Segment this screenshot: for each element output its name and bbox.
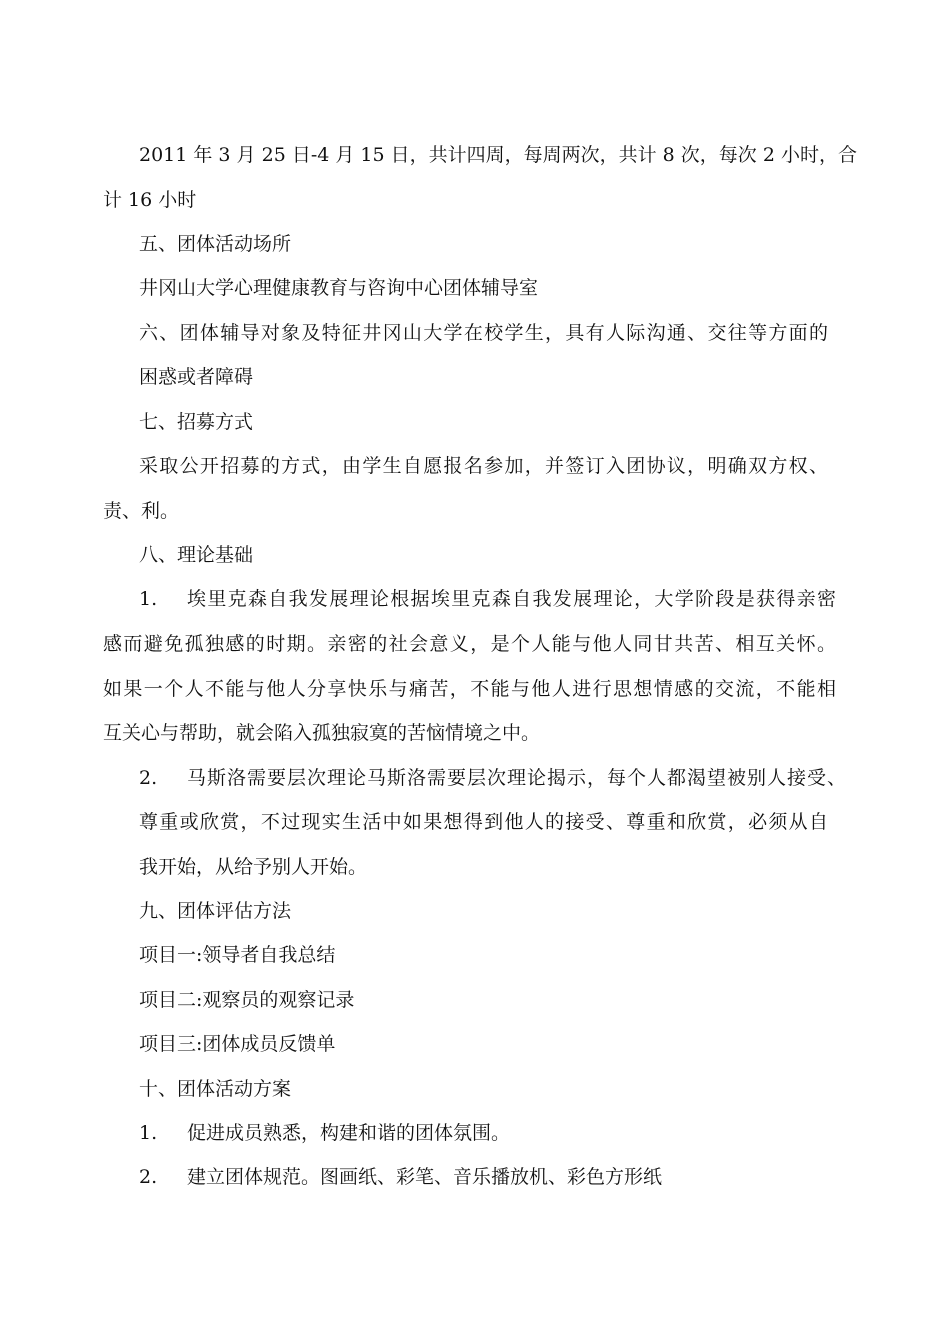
section-8-item-1-line-2: 感而避免孤独感的时期。亲密的社会意义，是个人能与他人同甘共苦、相互关怀。 — [103, 633, 836, 655]
section-9-item-3: 项目三:团体成员反馈单 — [139, 1033, 336, 1055]
section-10-item-2-number: 2. — [139, 1166, 158, 1188]
section-5-body: 井冈山大学心理健康教育与咨询中心团体辅导室 — [139, 277, 539, 299]
section-10-item-2-text: 建立团体规范。图画纸、彩笔、音乐播放机、彩色方形纸 — [187, 1166, 663, 1188]
schedule-line-1: 2011 年 3 月 25 日-4 月 15 日，共计四周，每周两次，共计 8 次，每次 2 小时，合 — [139, 144, 857, 166]
section-8-item-1-line-4: 互关心与帮助，就会陷入孤独寂寞的苦恼情境之中。 — [103, 722, 541, 744]
section-8-item-1-line-1: 埃里克森自我发展理论根据埃里克森自我发展理论，大学阶段是获得亲密 — [187, 588, 836, 610]
section-9-item-2: 项目二:观察员的观察记录 — [139, 989, 355, 1011]
section-8-item-1-number: 1. — [139, 588, 158, 610]
schedule-line-2: 计 16 小时 — [103, 189, 197, 211]
section-7-line-2: 责、利。 — [103, 500, 180, 522]
section-9-item-1: 项目一:领导者自我总结 — [139, 944, 336, 966]
section-9-heading: 九、团体评估方法 — [139, 900, 292, 922]
section-8-item-2-number: 2. — [139, 767, 158, 789]
section-8-item-1-line-3: 如果一个人不能与他人分享快乐与痛苦，不能与他人进行思想情感的交流，不能相 — [103, 678, 836, 700]
section-7-line-1: 采取公开招募的方式，由学生自愿报名参加，并签订入团协议，明确双方权、 — [139, 455, 828, 477]
section-8-item-2-line-2: 尊重或欣赏，不过现实生活中如果想得到他人的接受、尊重和欣赏，必须从自 — [139, 811, 828, 833]
section-8-item-2-line-1: 马斯洛需要层次理论马斯洛需要层次理论揭示，每个人都渴望被别人接受、 — [187, 767, 846, 789]
section-6-line-1: 六、团体辅导对象及特征井冈山大学在校学生，具有人际沟通、交往等方面的 — [139, 322, 828, 344]
section-8-heading: 八、理论基础 — [139, 544, 254, 566]
section-6-line-2: 困惑或者障碍 — [139, 366, 254, 388]
section-8-item-2-line-3: 我开始，从给予别人开始。 — [139, 856, 368, 878]
section-10-item-1-number: 1. — [139, 1122, 158, 1144]
section-10-item-1-text: 促进成员熟悉，构建和谐的团体氛围。 — [187, 1122, 511, 1144]
section-5-heading: 五、团体活动场所 — [139, 233, 292, 255]
section-10-heading: 十、团体活动方案 — [139, 1078, 292, 1100]
section-7-heading: 七、招募方式 — [139, 411, 254, 433]
